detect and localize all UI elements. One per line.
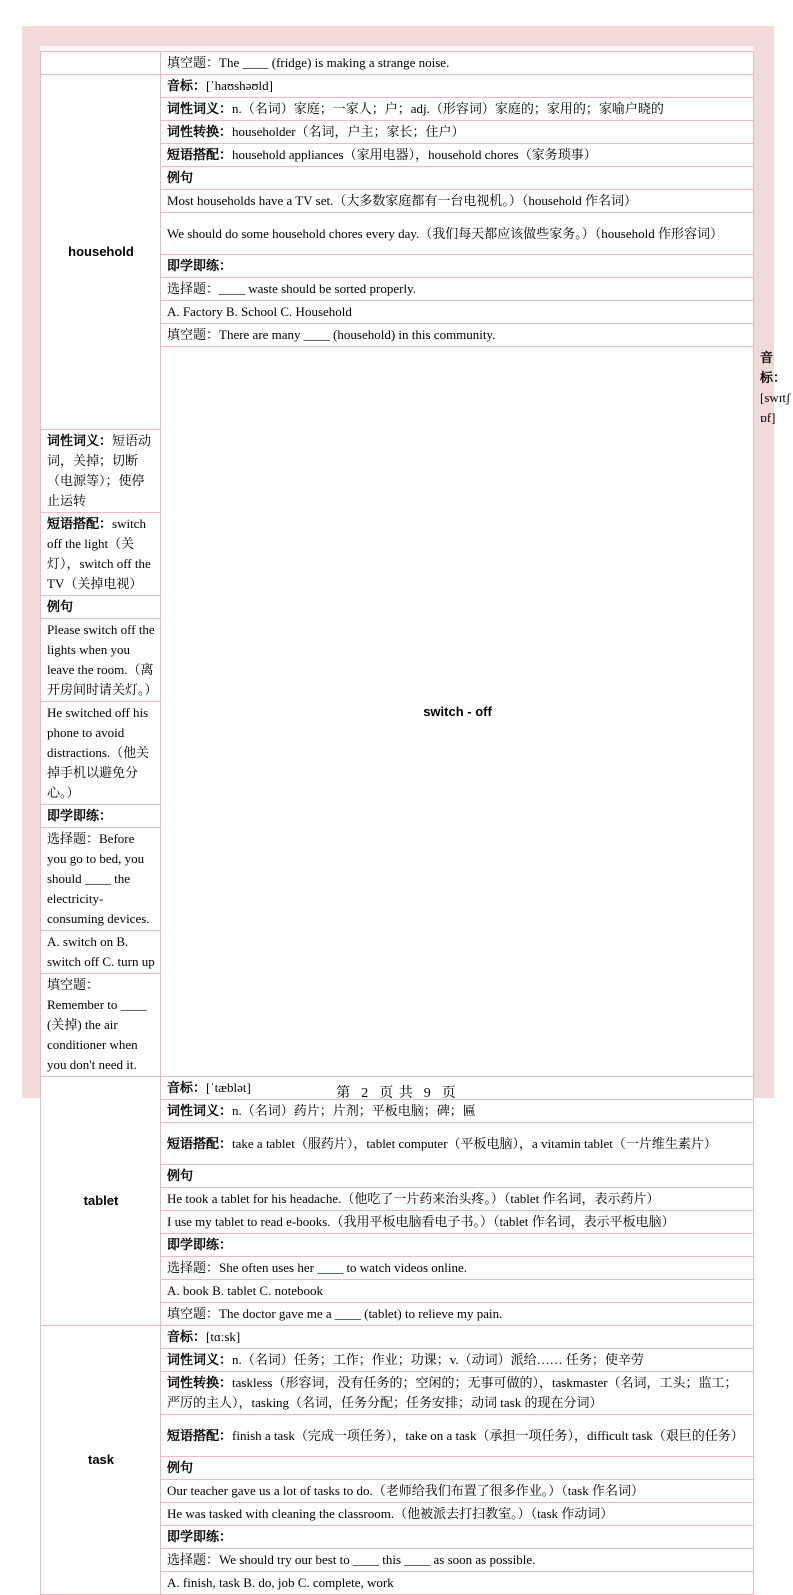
meaning: 短语动词，关掉；切断（电源等）；使停止运转 <box>47 433 152 508</box>
choice-options: A. Factory B. School C. Household <box>161 301 754 324</box>
phrase-row <box>161 144 754 167</box>
footer-mid: 页 共 <box>379 1086 414 1101</box>
choice-exercise: 选择题：____ waste should be sorted properly. <box>161 278 754 301</box>
phrase: take a tablet（服药片），tablet computer（平板电脑），a vitamin tablet（一片维生素片） <box>232 1135 717 1151</box>
example-sentence: He was tasked with cleaning the classroom.（他被派去打扫教室。）（task 作动词） <box>161 1503 754 1526</box>
phonetic-label: 音标： <box>167 1329 207 1344</box>
practice-label: 即学即练： <box>161 1526 754 1549</box>
choice-options: A. book B. tablet C. notebook <box>161 1280 754 1303</box>
example-sentence: Most households have a TV set.（大多数家庭都有一台电视机。）（household 作名词） <box>161 190 754 213</box>
phrase-label: 短语搭配： <box>167 1135 233 1151</box>
phonetic: [swɪtʃ ɒf] <box>760 390 791 425</box>
example-sentence: I use my tablet to read e-books.（我用平板电脑看电子书。）（tablet 作名词，表示平板电脑） <box>161 1211 754 1234</box>
meaning: n.（名词）任务；工作；作业；功课；v.（动词）派给…… 任务；使辛劳 <box>232 1352 644 1367</box>
vocab-table <box>40 51 791 1595</box>
table-row <box>41 1326 754 1349</box>
word-cell-empty <box>41 52 161 75</box>
phonetic: [ˈhaʊshəʊld] <box>206 78 273 93</box>
phonetic-row <box>161 1326 754 1349</box>
footer-end: 页 <box>441 1086 457 1101</box>
meaning-row <box>161 1100 754 1123</box>
page-total: 9 <box>423 1086 432 1101</box>
derive-label: 词性转换： <box>167 124 233 139</box>
page-number: 2 <box>361 1086 370 1101</box>
example-label: 例句 <box>161 167 754 190</box>
example-label: 例句 <box>161 1457 754 1480</box>
example-sentence: Our teacher gave us a lot of tasks to do.（老师给我们布置了很多作业。）（task 作名词） <box>161 1480 754 1503</box>
meaning-row <box>161 98 754 121</box>
table-row <box>41 75 754 98</box>
phonetic: [tɑːsk] <box>206 1329 241 1344</box>
meaning-label: 词性词义： <box>167 1103 233 1118</box>
phonetic: [ˈtæblət] <box>206 1080 251 1095</box>
fill-exercise: 填空题：The doctor gave me a ____ (tablet) to relieve my pain. <box>161 1303 754 1326</box>
practice-label: 即学即练： <box>161 1234 754 1257</box>
practice-label: 即学即练： <box>41 805 161 828</box>
example-sentence: We should do some household chores every day.（我们每天都应该做些家务。）（household 作形容词） <box>161 213 754 255</box>
example-sentence: Please switch off the lights when you leave the room.（离开房间时请关灯。） <box>41 619 161 702</box>
word-tablet: tablet <box>41 1077 161 1326</box>
example-sentence: He took a tablet for his headache.（他吃了一片药来治头疼。）（tablet 作名词，表示药片） <box>161 1188 754 1211</box>
fill-exercise: 填空题：There are many ____ (household) in this community. <box>161 324 754 347</box>
meaning-row <box>161 1349 754 1372</box>
phrase: switch off the light（关灯），switch off the TV（关掉电视） <box>47 516 151 591</box>
choice-options: A. switch on B. switch off C. turn up <box>41 931 161 974</box>
footer-di: 第 <box>336 1086 352 1101</box>
example-sentence: He switched off his phone to avoid distractions.（他关掉手机以避免分心。） <box>41 702 161 805</box>
derive-row <box>161 121 754 144</box>
phrase-label: 短语搭配： <box>167 147 233 162</box>
phonetic-label: 音标： <box>760 350 787 385</box>
meaning-label: 词性词义： <box>167 1352 233 1367</box>
word-switch-off: switch - off <box>161 347 754 1077</box>
phrase-label: 短语搭配： <box>47 516 113 531</box>
word-household: household <box>41 75 161 430</box>
choice-options: A. finish, task B. do, job C. complete, work <box>161 1572 754 1595</box>
page-footer <box>0 1082 793 1102</box>
derive: taskless（形容词，没有任务的；空闲的；无事可做的），taskmaster（名词，工头；监工；严厉的主人），tasking（名词，任务分配；任务安排；动词 task 的现在分词） <box>167 1375 738 1410</box>
phrase-row <box>161 1123 754 1165</box>
phrase: household appliances（家用电器），household chores（家务琐事） <box>232 147 597 162</box>
choice-exercise: 选择题：She often uses her ____ to watch videos online. <box>161 1257 754 1280</box>
meaning: n.（名词）药片；片剂；平板电脑；碑；匾 <box>232 1103 476 1118</box>
phrase-row <box>41 513 161 596</box>
phrase: finish a task（完成一项任务），take on a task（承担一项任务），difficult task（艰巨的任务） <box>232 1427 744 1443</box>
meaning-label: 词性词义： <box>167 101 233 116</box>
word-task: task <box>41 1326 161 1595</box>
derive: householder（名词，户主；家长；住户） <box>232 124 465 139</box>
phrase-row <box>161 1415 754 1457</box>
example-label: 例句 <box>161 1165 754 1188</box>
phonetic-label: 音标： <box>167 78 207 93</box>
meaning-row <box>41 430 161 513</box>
meaning: n.（名词）家庭；一家人；户；adj.（形容词）家庭的；家用的；家喻户晓的 <box>232 101 664 116</box>
choice-exercise: 选择题：We should try our best to ____ this ____ as soon as possible. <box>161 1549 754 1572</box>
derive-row <box>161 1372 754 1415</box>
table-row <box>41 52 754 75</box>
example-label: 例句 <box>41 596 161 619</box>
choice-exercise: 选择题：Before you go to bed, you should ____ the electricity-consuming devices. <box>41 828 161 931</box>
fill-exercise: 填空题：Remember to ____ (关掉) the air conditioner when you don't need it. <box>41 974 161 1077</box>
phrase-label: 短语搭配： <box>167 1427 233 1443</box>
meaning-label: 词性词义： <box>47 433 113 448</box>
phonetic-row <box>161 75 754 98</box>
derive-label: 词性转换： <box>167 1375 233 1390</box>
fill-exercise: 填空题：The ____ (fridge) is making a strange noise. <box>161 52 754 75</box>
phonetic-label: 音标： <box>167 1080 207 1095</box>
practice-label: 即学即练： <box>161 255 754 278</box>
